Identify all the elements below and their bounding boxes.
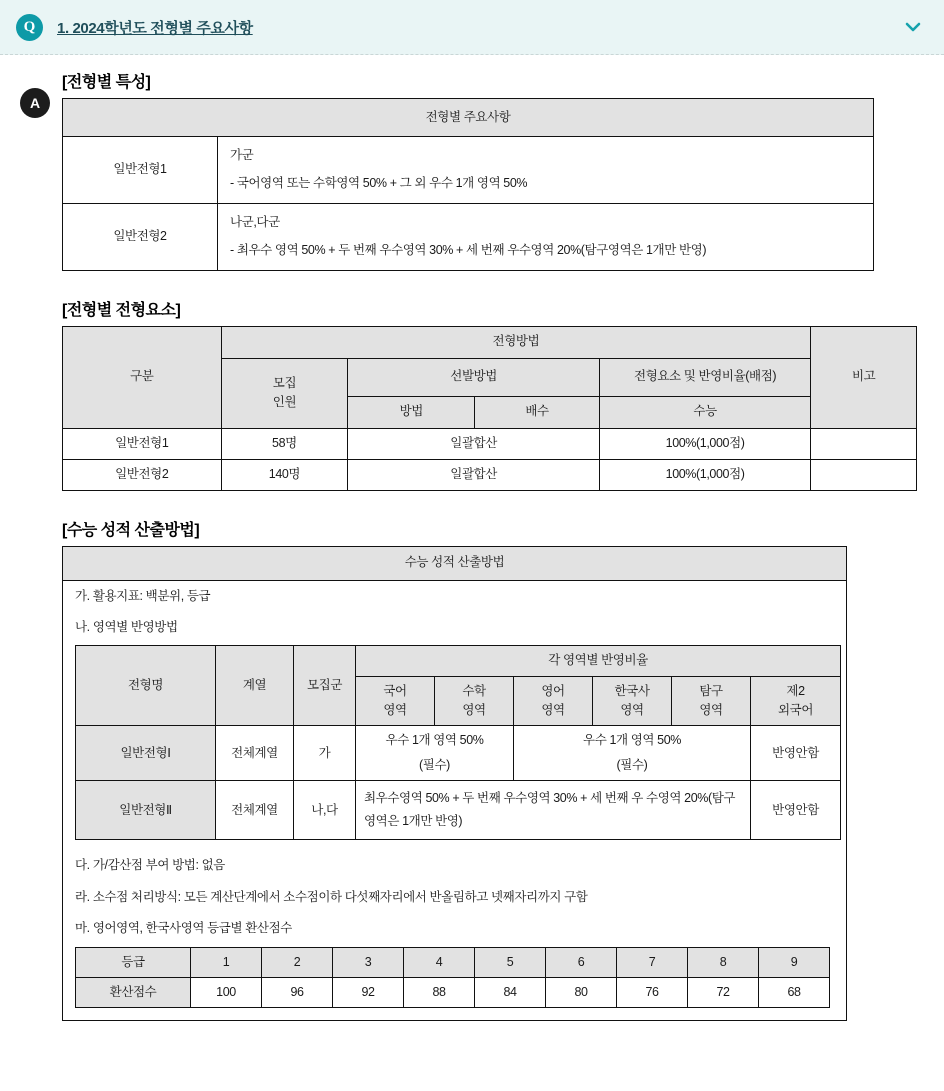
table-row bbox=[76, 977, 830, 1007]
calc-note-row bbox=[63, 913, 847, 944]
header-selection: 선발방법 bbox=[348, 358, 600, 396]
header-history bbox=[593, 676, 672, 726]
header-second-language bbox=[751, 676, 841, 726]
score-value: 100 bbox=[191, 977, 262, 1007]
header-series: 계열 bbox=[216, 646, 294, 726]
header-inquiry-line-1: 탐구 bbox=[699, 683, 723, 698]
header-way: 방법 bbox=[348, 396, 475, 428]
table-row bbox=[63, 459, 917, 490]
reflect-korean-math-ratio-line-1: 우수 1개 영역 50% bbox=[385, 733, 484, 748]
table-header-row bbox=[76, 947, 830, 977]
score-value: 88 bbox=[404, 977, 475, 1007]
reflect-group: 나,다 bbox=[294, 781, 356, 840]
grade-value: 9 bbox=[759, 947, 830, 977]
chevron-down-icon[interactable] bbox=[902, 16, 924, 38]
header-math bbox=[435, 676, 514, 726]
reflect-second-language: 반영안함 bbox=[751, 726, 841, 781]
header-type-name: 전형명 bbox=[76, 646, 216, 726]
elements-table bbox=[62, 326, 917, 491]
table-row bbox=[76, 726, 841, 781]
calc-note-row bbox=[63, 612, 847, 643]
grade-value: 5 bbox=[475, 947, 546, 977]
reflect-formula-line-1: 최우수영역 50% + 두 번째 우수영역 30% + 세 번째 우 bbox=[364, 791, 643, 806]
header-note: 비고 bbox=[811, 326, 917, 428]
header-english bbox=[514, 676, 593, 726]
calc-note-row bbox=[63, 850, 847, 881]
calc-grade-row bbox=[63, 945, 847, 1021]
calc-note-row bbox=[63, 882, 847, 913]
reflect-english-history-inquiry-ratio-line-1: 우수 1개 영역 50% bbox=[583, 733, 681, 748]
elements-quota: 140명 bbox=[221, 459, 348, 490]
score-row-label: 환산점수 bbox=[76, 977, 191, 1007]
elements-note bbox=[811, 428, 917, 459]
grade-value: 4 bbox=[404, 947, 475, 977]
table-row bbox=[63, 203, 874, 270]
grade-value: 7 bbox=[617, 947, 688, 977]
table-header-row bbox=[63, 326, 917, 358]
reflect-korean-math-ratio bbox=[356, 726, 514, 781]
elements-note bbox=[811, 459, 917, 490]
reflect-english-history-inquiry-ratio bbox=[514, 726, 751, 781]
reflect-formula-line-2: 수영역 20%(탐구영역은 1개만 반영) bbox=[364, 791, 736, 829]
score-value: 76 bbox=[617, 977, 688, 1007]
question-badge: Q bbox=[16, 14, 43, 41]
header-korean bbox=[356, 676, 435, 726]
grade-table-holder bbox=[63, 945, 847, 1021]
header-multiple: 배수 bbox=[475, 396, 600, 428]
elements-selection: 일괄합산 bbox=[348, 428, 600, 459]
calc-note-b: 나. 영역별 반영방법 bbox=[63, 612, 847, 643]
feature-row-name: 일반전형2 bbox=[63, 203, 218, 270]
grade-value: 1 bbox=[191, 947, 262, 977]
header-group: 모집군 bbox=[294, 646, 356, 726]
header-factor-ratio: 전형요소 및 반영비율(배점) bbox=[599, 358, 810, 396]
grade-conversion-table bbox=[75, 947, 830, 1009]
header-history-line-1: 한국사 bbox=[614, 683, 650, 698]
score-value: 68 bbox=[759, 977, 830, 1007]
reflect-group: 가 bbox=[294, 726, 356, 781]
reflect-english-history-inquiry-ratio-line-2: (필수) bbox=[616, 757, 648, 772]
reflect-series: 전체계열 bbox=[216, 726, 294, 781]
header-second-language-line-1: 제2 bbox=[786, 683, 805, 698]
question-title-link[interactable]: 1. 2024학년도 전형별 주요사항 bbox=[57, 19, 253, 37]
table-header-row bbox=[63, 99, 874, 137]
score-value: 80 bbox=[546, 977, 617, 1007]
table-header-row bbox=[76, 646, 841, 676]
elements-suneung: 100%(1,000점) bbox=[599, 459, 810, 490]
grade-row-label: 등급 bbox=[76, 947, 191, 977]
calc-table bbox=[62, 546, 847, 1022]
reflect-formula bbox=[356, 781, 751, 840]
reflect-second-language: 반영안함 bbox=[751, 781, 841, 840]
score-value: 84 bbox=[475, 977, 546, 1007]
faq-question-header[interactable] bbox=[0, 0, 944, 55]
elements-selection: 일괄합산 bbox=[348, 459, 600, 490]
grade-value: 3 bbox=[333, 947, 404, 977]
feature-table bbox=[62, 98, 874, 271]
reflect-type-name: 일반전형Ⅰ bbox=[76, 726, 216, 781]
header-english-line-2: 영역 bbox=[541, 703, 565, 717]
grade-value: 6 bbox=[546, 947, 617, 977]
elements-division: 일반전형1 bbox=[63, 428, 222, 459]
calc-note-e: 마. 영어영역, 한국사영역 등급별 환산점수 bbox=[63, 913, 847, 944]
header-math-line-1: 수학 bbox=[462, 683, 486, 698]
reflect-korean-math-ratio-line-2: (필수) bbox=[419, 757, 450, 772]
calc-note-d: 라. 소수점 처리방식: 모든 계산단계에서 소수점이하 다섯째자리에서 반올림하고 넷째자리까지 구함 bbox=[63, 882, 847, 913]
table-row bbox=[63, 137, 874, 204]
reflect-table bbox=[75, 645, 841, 840]
reflect-series: 전체계열 bbox=[216, 781, 294, 840]
header-korean-line-2: 영역 bbox=[383, 703, 407, 717]
section-title-feature: [전형별 특성] bbox=[62, 74, 151, 91]
header-ratio-group: 각 영역별 반영비율 bbox=[356, 646, 841, 676]
feature-detail-line-1: 가군 bbox=[230, 148, 254, 162]
answer-badge: A bbox=[20, 88, 50, 118]
elements-suneung: 100%(1,000점) bbox=[599, 428, 810, 459]
calc-reflect-row bbox=[63, 643, 847, 850]
feature-detail-line-2: - 국어영역 또는 수학영역 50% + 그 외 우수 1개 영역 50% bbox=[230, 176, 528, 191]
table-header-row bbox=[63, 546, 847, 580]
header-quota-line-1: 모집 bbox=[272, 375, 297, 390]
header-inquiry-line-2: 영역 bbox=[699, 703, 723, 717]
calc-note-c: 다. 가/감산점 부여 방법: 없음 bbox=[63, 850, 847, 881]
reflect-table-holder bbox=[63, 643, 847, 850]
feature-table-caption: 전형별 주요사항 bbox=[63, 99, 874, 137]
elements-quota: 58명 bbox=[221, 428, 348, 459]
feature-row-detail bbox=[218, 203, 874, 270]
score-value: 96 bbox=[262, 977, 333, 1007]
header-history-line-2: 영역 bbox=[620, 703, 644, 717]
score-value: 92 bbox=[333, 977, 404, 1007]
grade-value: 8 bbox=[688, 947, 759, 977]
table-row bbox=[63, 428, 917, 459]
header-quota-line-2: 인원 bbox=[272, 395, 297, 409]
reflect-type-name: 일반전형Ⅱ bbox=[76, 781, 216, 840]
calc-note-row bbox=[63, 580, 847, 612]
header-method-group: 전형방법 bbox=[221, 326, 811, 358]
header-korean-line-1: 국어 bbox=[383, 683, 407, 698]
elements-division: 일반전형2 bbox=[63, 459, 222, 490]
faq-answer-body bbox=[0, 55, 944, 1041]
section-title-calc: [수능 성적 산출방법] bbox=[62, 521, 200, 539]
feature-row-name: 일반전형1 bbox=[63, 137, 218, 204]
feature-row-detail bbox=[218, 137, 874, 204]
header-division: 구분 bbox=[63, 326, 222, 428]
header-suneung: 수능 bbox=[599, 396, 810, 428]
feature-detail-line-2: - 최우수 영역 50% + 두 번째 우수영역 30% + 세 번째 우수영역 20%(탐구영역은 1개만 반영) bbox=[230, 243, 707, 258]
header-english-line-1: 영어 bbox=[541, 683, 565, 698]
section-title-elements: [전형별 전형요소] bbox=[62, 301, 181, 319]
grade-value: 2 bbox=[262, 947, 333, 977]
header-math-line-2: 영역 bbox=[462, 703, 486, 717]
table-row bbox=[76, 781, 841, 840]
calc-note-a: 가. 활용지표: 백분위, 등급 bbox=[63, 580, 847, 612]
header-inquiry bbox=[672, 676, 751, 726]
feature-detail-line-1: 나군,다군 bbox=[230, 214, 280, 229]
score-value: 72 bbox=[688, 977, 759, 1007]
header-quota bbox=[221, 358, 348, 428]
calc-table-caption: 수능 성적 산출방법 bbox=[63, 546, 847, 580]
header-second-language-line-2: 외국어 bbox=[778, 703, 814, 717]
